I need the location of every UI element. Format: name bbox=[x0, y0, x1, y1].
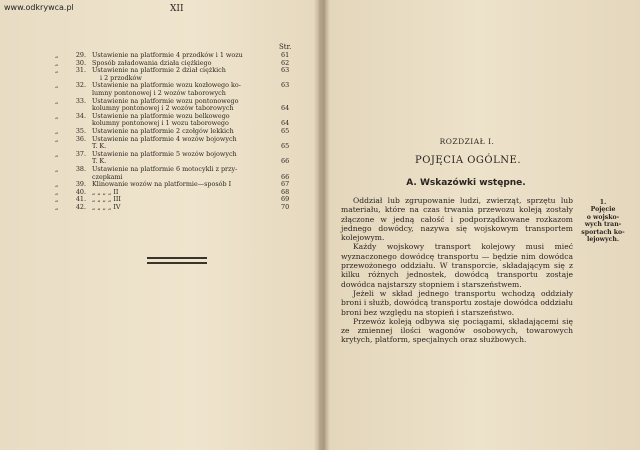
toc-title: kolumny pontonowej i 1 wozu taborowego bbox=[92, 119, 229, 128]
toc-number: 38. bbox=[75, 164, 86, 173]
toc-mark: „ bbox=[55, 187, 59, 196]
toc-number: 32. bbox=[75, 81, 86, 90]
toc-mark: „ bbox=[55, 202, 59, 211]
toc-page: 66 bbox=[281, 157, 290, 166]
margin-note-line: wych tran- bbox=[584, 221, 622, 229]
chapter-heading: POJĘCIA OGÓLNE. bbox=[415, 155, 521, 166]
toc-number: 31. bbox=[75, 66, 86, 75]
margin-note-line: sportach ko- bbox=[581, 228, 625, 236]
toc-number: 39. bbox=[75, 180, 86, 189]
toc-title: Ustawienie na platformie 4 przodków i 1 wozu bbox=[92, 51, 243, 59]
toc-page: 65 bbox=[281, 126, 290, 135]
paragraph: Każdy wojskowy transport kolejowy musi mieć wyznaczonego dowódcę transportu — będzie nim dowódca przewożonego oddziału. W transporcie, składającym się z kilku różnych jednostek, dowódcą transportu zostaje dowódca najstarszy stopniem i starszeństwem. bbox=[341, 242, 573, 289]
toc-number: 33. bbox=[75, 96, 86, 105]
chapter-label: ROZDZIAŁ I. bbox=[439, 137, 495, 146]
toc-title: Ustawienie na platformie 5 wozów bojowych bbox=[92, 149, 237, 158]
toc-mark: „ bbox=[55, 58, 59, 67]
paragraph: Oddział lub zgrupowanie ludzi, zwierząt, sprzętu lub materiału, które na czas trwania przewozu koleją zostały złączone w jedną całość i podporządkowane rozkazom jednego dowódcy, nazywa się wojskowym transportem kolejowym. bbox=[341, 196, 573, 243]
margin-note bbox=[580, 199, 626, 243]
toc-mark: „ bbox=[55, 180, 59, 189]
toc-page: 68 bbox=[281, 187, 290, 196]
section-rule bbox=[147, 262, 207, 264]
margin-note-line: Pojęcie bbox=[590, 206, 616, 214]
toc-mark: „ bbox=[55, 149, 59, 158]
toc-page: 67 bbox=[281, 180, 290, 189]
watermark: www.odkrywca.pl bbox=[4, 3, 74, 12]
toc-mark: „ bbox=[55, 164, 59, 173]
toc-title: Klinowanie wozów na platformie—sposób I bbox=[92, 180, 232, 189]
toc-title: „ „ „ „ IV bbox=[92, 202, 121, 211]
toc-page: 70 bbox=[281, 202, 290, 211]
toc-number: 36. bbox=[75, 134, 86, 143]
paragraph: Przewóz koleją odbywa się pociągami, składającemi się ze zmiennej ilości wagonów osobowych, towarowych krytych, platform, specjalnych oraz służbowych. bbox=[341, 316, 573, 345]
section-heading: A. Wskazówki wstępne. bbox=[406, 178, 526, 188]
body-text bbox=[341, 196, 573, 345]
toc-title: Ustawienie na platformie 2 czołgów lekkich bbox=[92, 126, 234, 135]
toc-title: kolumny pontonowej i 2 wozów taborowych bbox=[92, 104, 234, 113]
toc-mark: „ bbox=[55, 111, 59, 120]
toc-page: 69 bbox=[281, 195, 290, 204]
toc-title: czepkami bbox=[92, 172, 123, 181]
toc-title: Ustawienie na platformie 4 wozów bojowych bbox=[92, 134, 237, 143]
toc-title: Ustawienie na platformie wozu belkowego bbox=[92, 111, 230, 120]
toc-title: Ustawienie na platformie wozu kozłowego ko- bbox=[92, 81, 241, 90]
toc-page: 63 bbox=[281, 81, 290, 90]
toc-title: Ustawienie na platformie 6 motocykli z przy- bbox=[92, 164, 238, 173]
margin-note-line: 1. bbox=[599, 199, 607, 206]
toc-title: „ „ „ „ II bbox=[92, 187, 119, 196]
toc-page: 66 bbox=[281, 172, 290, 181]
book-gutter bbox=[318, 0, 330, 450]
toc-title: lumny pontonowej i 2 wozów taborowych bbox=[92, 88, 226, 97]
toc-number: 29. bbox=[75, 51, 86, 59]
toc-number: 30. bbox=[75, 58, 86, 67]
toc-mark: „ bbox=[55, 96, 59, 105]
section-rule bbox=[147, 257, 207, 259]
toc-title: Sposób załadowania działa ciężkiego bbox=[92, 58, 212, 67]
toc-number: 34. bbox=[75, 111, 86, 120]
toc-mark: „ bbox=[55, 66, 59, 75]
table-of-contents bbox=[55, 52, 301, 211]
toc-number: 40. bbox=[75, 187, 86, 196]
toc-number: 42. bbox=[75, 202, 86, 211]
toc-mark: „ bbox=[55, 134, 59, 143]
toc-page: 61 bbox=[281, 51, 290, 59]
toc-mark: „ bbox=[55, 51, 59, 59]
toc-page: 65 bbox=[281, 142, 290, 151]
margin-note-line: o wojsko- bbox=[586, 213, 620, 221]
page-column-header: Str. bbox=[279, 43, 292, 51]
margin-note-line: lejowych. bbox=[587, 236, 619, 244]
toc-title: T. K. bbox=[92, 157, 107, 166]
toc-mark: „ bbox=[55, 126, 59, 135]
toc-mark: „ bbox=[55, 81, 59, 90]
toc-mark: „ bbox=[55, 195, 59, 204]
toc-title: Ustawienie na platformie 2 dział ciężkich bbox=[92, 66, 226, 75]
toc-title: i 2 przodków bbox=[100, 73, 142, 82]
toc-page: 64 bbox=[281, 104, 290, 113]
toc-row bbox=[55, 204, 301, 212]
toc-page: 63 bbox=[281, 66, 290, 75]
paragraph: Jeżeli w skład jednego transportu wchodzą oddziały broni i służb, dowódcą transportu zostaje dowódca oddziału broni bez względu na stopień i starszeństwo. bbox=[341, 288, 573, 317]
toc-row bbox=[55, 67, 301, 75]
toc-page: 64 bbox=[281, 119, 290, 128]
toc-title: Ustawienie na platformie wozu pontonowego bbox=[92, 96, 239, 105]
toc-number: 35. bbox=[75, 126, 86, 135]
toc-title: T. K. bbox=[92, 142, 107, 151]
toc-number: 41. bbox=[75, 195, 86, 204]
toc-page: 62 bbox=[281, 58, 290, 67]
page-number: XII bbox=[170, 4, 184, 14]
toc-title: „ „ „ „ III bbox=[92, 195, 121, 204]
toc-number: 37. bbox=[75, 149, 86, 158]
